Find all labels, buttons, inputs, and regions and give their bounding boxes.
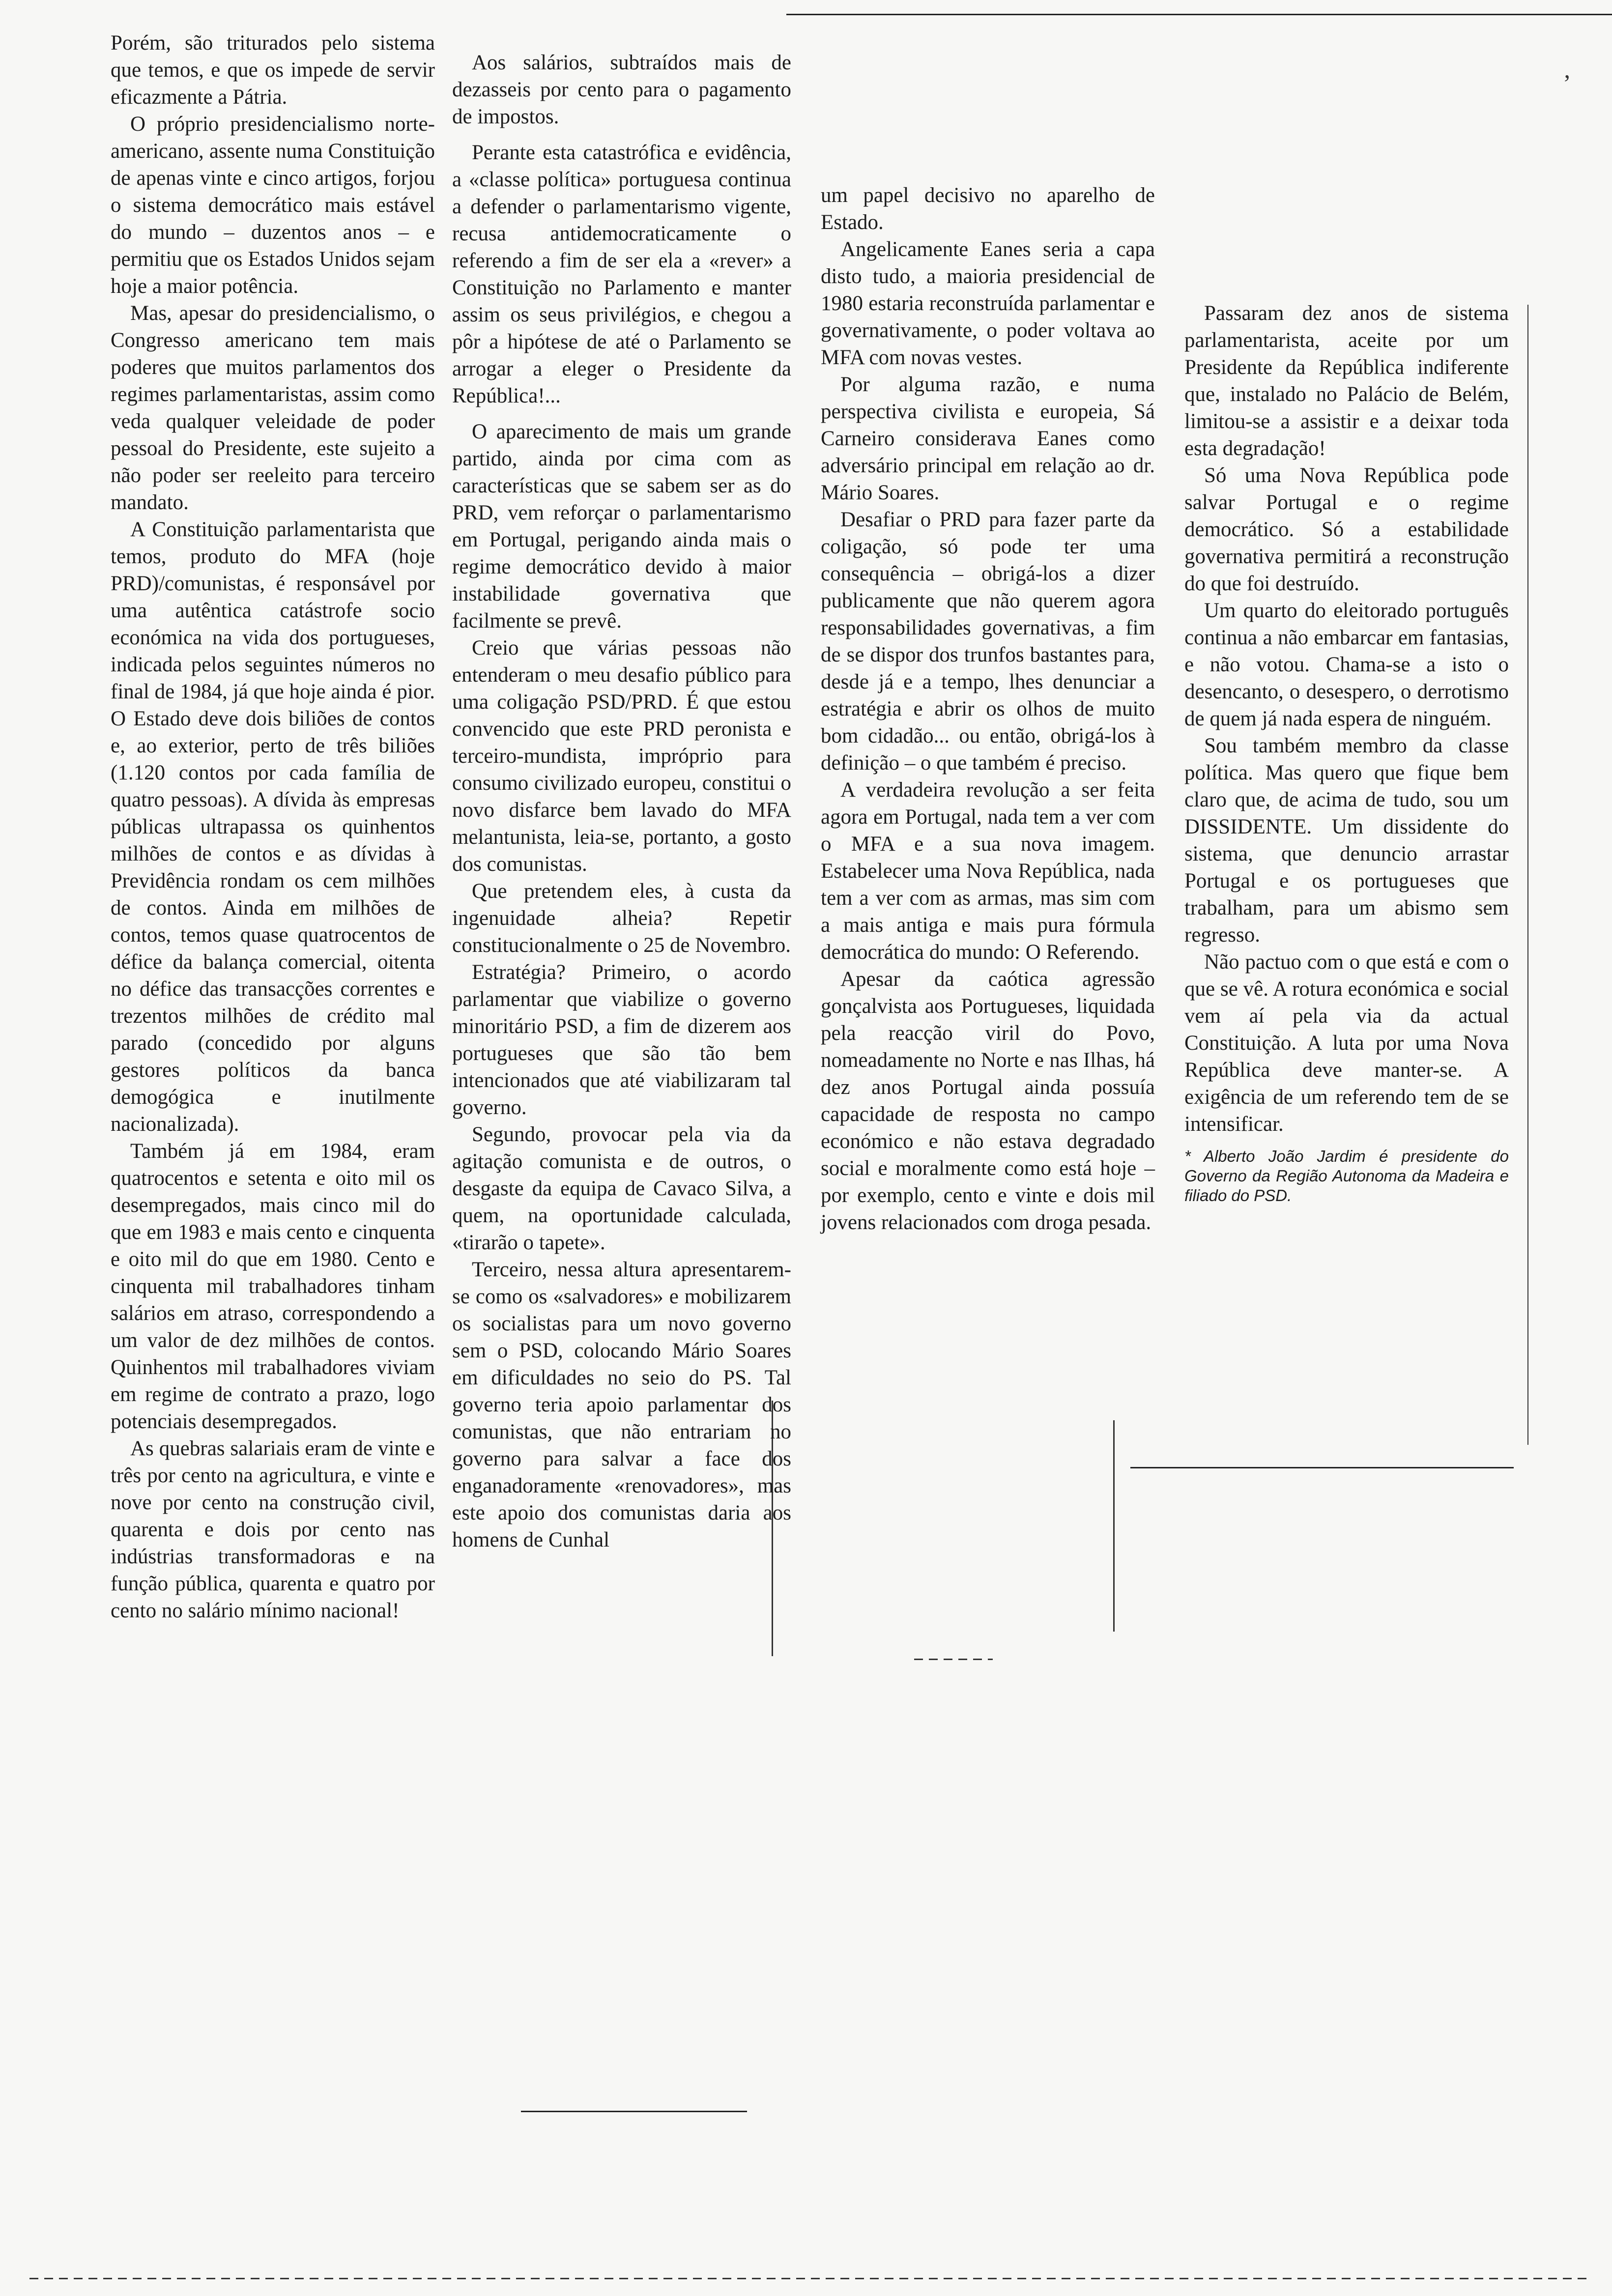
paragraph: Desafiar o PRD para fazer parte da coligação, só pode ter uma consequência – obrigá-los a dizer publicamente que não querem agora responsabilidades governativas, a fim de se dispor dos trunfos bastantes para, desde já e a tempo, lhes denunciar a estratégia e abrir os olhos de muito bom cidadão... ou então, obrigá-los à definição – o que também é preciso. — [821, 508, 1155, 775]
paragraph: Perante esta catastrófica e evidência, a «classe política» portuguesa continua a defender o parlamentarismo vigente, recusa antidemocraticamente o referendo a fim de ser ela a «rever» a Constituição no Parlamento e manter assim os seus privilégios, e chegou a pôr a hipótese de até o Parlamento se arrogar a eleger o Presidente da República!... — [452, 141, 791, 407]
paragraph: Por alguma razão, e numa perspectiva civilista e europeia, Sá Carneiro considerava Eanes como adversário principal em relação ao dr. Mário Soares. — [821, 373, 1155, 504]
paragraph: Que pretendem eles, à custa da ingenuidade alheia? Repetir constitucionalmente o 25 de Novembro. — [452, 880, 791, 957]
paragraph: A Constituição parlamentarista que temos, produto do MFA (hoje PRD)/comunistas, é responsável por uma autêntica catástrofe socio económica na vida dos portugueses, indicada pelos seguintes números no final de 1984, já que hoje ainda é pior. O Estado deve dois biliões de contos e, ao exterior, perto de três biliões (1.120 contos por cada família de quatro pessoas). A dívida às empresas públicas ultrapassa os quinhentos milhões de contos e as dívidas à Previdência rondam os cem milhões de contos. Ainda em milhões de contos, temos quase quatrocentos de défice da balança comercial, oitenta no défice das transacções correntes e trezentos milhões de crédito mal parado (concedido por alguns gestores políticos da banca demogógica e inutilmente nacionalizada). — [111, 518, 435, 1136]
paragraph: Não pactuo com o que está e com o que se vê. A rotura económica e social vem aí pela via da actual Constituição. A luta por uma Nova República deve manter-se. A exigência de um referendo tem de se intensificar. — [1184, 950, 1509, 1136]
paragraph: um papel decisivo no aparelho de Estado. — [821, 184, 1155, 234]
paragraph: Só uma Nova República pode salvar Portugal e o regime democrático. Só a estabilidade governativa permitirá a reconstrução do que foi destruído. — [1184, 464, 1509, 595]
column-1 — [111, 29, 435, 1624]
paragraph: Um quarto do eleitorado português continua a não embarcar em fantasias, e não votou. Chama-se a isto o desencanto, o desespero, o derrotismo de quem já nada espera de ninguém. — [1184, 599, 1509, 730]
paragraph: O aparecimento de mais um grande partido, ainda por cima com as características que se sabem ser as do PRD, vem reforçar o parlamentarismo em Portugal, perigando ainda mais o regime democrático devido à maior instabilidade governativa que facilmente se prevê. — [452, 420, 791, 632]
column-4 — [1184, 300, 1509, 1205]
paragraph: Angelicamente Eanes seria a capa disto tudo, a maioria presidencial de 1980 estaria reconstruída parlamentar e governativamente, o poder voltava ao MFA com novas vestes. — [821, 238, 1155, 369]
author-footnote: * Alberto João Jardim é presidente do Governo da Região Autonoma da Madeira e filiado do PSD. — [1184, 1147, 1509, 1205]
top-rule — [786, 14, 1612, 15]
bottom-dashed-rule — [29, 2278, 1592, 2279]
paragraph: O próprio presidencialismo norte-americano, assente numa Constituição de apenas vinte e cinco artigos, forjou o sistema democrático mais estável do mundo – duzentos anos – e permitiu que os Estados Unidos sejam hoje a maior potência. — [111, 113, 435, 298]
paragraph: Passaram dez anos de sistema parlamentarista, aceite por um Presidente da República indiferente que, instalado no Palácio de Belém, limitou-se a assistir e a deixar toda esta degradação! — [1184, 302, 1509, 460]
paragraph: Estratégia? Primeiro, o acordo parlamentar que viabilize o governo minoritário PSD, a fim de dizerem aos portugueses que são tão bem intencionados que até viabilizaram tal governo. — [452, 961, 791, 1119]
col3-end-dash — [914, 1659, 993, 1660]
col2-end-rule — [521, 2111, 747, 2112]
paragraph: Aos salários, subtraídos mais de dezasseis por cento para o pagamento de impostos. — [452, 51, 791, 128]
paragraph: Também já em 1984, eram quatrocentos e setenta e oito mil os desempregados, mais cinco mil do que em 1983 e mais cento e cinquenta e oito mil do que em 1980. Cento e cinquenta mil trabalhadores tinham salários em atraso, correspondendo a um valor de dez milhões de contos. Quinhentos mil trabalhadores viviam em regime de contrato a prazo, logo potenciais desempregados. — [111, 1140, 435, 1433]
paragraph: A verdadeira revolução a ser feita agora em Portugal, nada tem a ver com o MFA e a sua nova imagem. Estabelecer uma Nova República, nada tem a ver com as armas, mas sim com a mais antiga e mais pura fórmula democrática do mundo: O Referendo. — [821, 778, 1155, 964]
column-2 — [452, 49, 791, 1553]
corner-mark: ʼ — [1563, 69, 1571, 97]
paragraph: Sou também membro da classe política. Mas quero que fique bem claro que, de acima de tudo, sou um DISSIDENTE. Um dissidente do sistema, que denuncio arrastar Portugal e os portugueses que trabalham, para um abismo sem regresso. — [1184, 734, 1509, 947]
col4-side-rule — [1527, 305, 1528, 1445]
paragraph: Apesar da caótica agressão gonçalvista aos Portugueses, liquidada pela reacção viril do Povo, nomeadamente no Norte e nas Ilhas, há dez anos Portugal ainda possuía capacidade de resposta no campo económico e não estava degradado social e moralmente como está hoje – por exemplo, cento e vinte e dois mil jovens relacionados com droga pesada. — [821, 968, 1155, 1234]
paragraph: Terceiro, nessa altura apresentarem-se como os «salvadores» e mobilizarem os socialistas para um novo governo sem o PSD, colocando Mário Soares em dificuldades no seio do PS. Tal governo teria apoio parlamentar dos comunistas, que não entrariam no governo para salvar a face dos enganadoramente «renovadores», mas este apoio dos comunistas daria aos homens de Cunhal — [452, 1258, 791, 1551]
paragraph: Segundo, provocar pela via da agitação comunista e de outros, o desgaste da equipa de Cavaco Silva, a quem, na oportunidade calculada, «tirarão o tapete». — [452, 1123, 791, 1254]
paragraph: As quebras salariais eram de vinte e três por cento na agricultura, e vinte e nove por cento na construção civil, quarenta e dois por cento nas indústrias transformadoras e na função pública, quarenta e quatro por cento no salário mínimo nacional! — [111, 1437, 435, 1622]
col4-end-rule — [1130, 1467, 1514, 1468]
column-3 — [821, 182, 1155, 1236]
paragraph: Porém, são triturados pelo sistema que temos, e que os impede de servir eficazmente a Pátria. — [111, 31, 435, 109]
paragraph: Mas, apesar do presidencialismo, o Congresso americano tem mais poderes que muitos parlamentos dos regimes parlamentaristas, assim como veda qualquer veleidade de poder pessoal do Presidente, este sujeito a não poder ser reeleito para terceiro mandato. — [111, 302, 435, 514]
col-divider-right — [1113, 1420, 1115, 1632]
paragraph: Creio que várias pessoas não entenderam o meu desafio público para uma coligação PSD/PRD. É que estou convencido que este PRD peronista e terceiro-mundista, impróprio para consumo civilizado europeu, constitui o novo disfarce bem lavado do MFA melantunista, leia-se, portanto, a gosto dos comunistas. — [452, 636, 791, 876]
